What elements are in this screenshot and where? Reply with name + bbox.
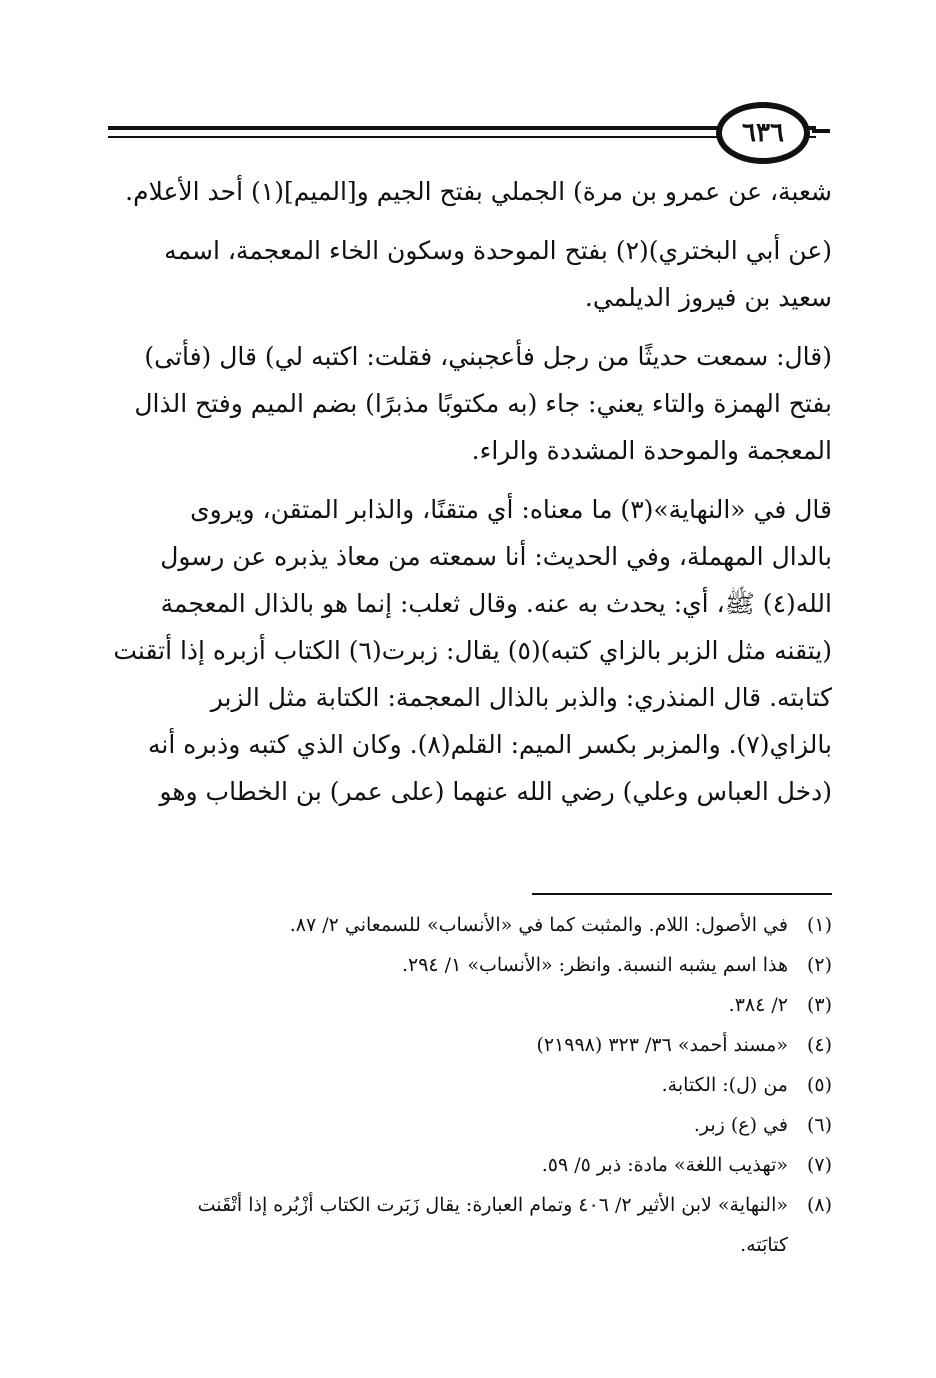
text-line: شعبة، عن عمرو بن مرة) الجملي بفتح الجيم و[الميم](١) أحد الأعلام. [125, 177, 832, 206]
text-line: بالزاي(٧). والمزبر بكسر الميم: القلم(٨). وكان الذي كتبه وذبره أنه [147, 730, 832, 759]
footnote [108, 1025, 832, 1065]
footnote-number: (١) [806, 914, 832, 936]
text-line: بالدال المهملة، وفي الحديث: أنا سمعته من معاذ يذبره عن رسول [160, 542, 832, 571]
footnote-text: هذا اسم يشبه النسبة. وانظر: «الأنساب» ١/ ٢٩٤. [401, 954, 788, 976]
footnote [108, 1185, 832, 1225]
footnote [108, 1065, 832, 1105]
footnote-number: (٦) [806, 1114, 832, 1136]
footnote-number: (٢) [806, 954, 832, 976]
text-line: كتابته. قال المنذري: والذبر بالذال المعجمة: الكتابة مثل الزبر [210, 683, 832, 712]
footnote-number: (٣) [806, 994, 832, 1016]
footnote-number: (٤) [806, 1034, 832, 1056]
paragraph [108, 333, 832, 474]
footnote-continuation [108, 1225, 832, 1265]
footnote-text: «النهاية» لابن الأثير ٢/ ٤٠٦ وتمام العبارة: يقال زَبَرت الكتاب أزْبُره إذا أتْقَنت [197, 1194, 788, 1216]
footnote-text: من (ل): الكتابة. [661, 1074, 788, 1096]
footnotes [108, 905, 832, 1265]
text-line: (قال: سمعت حديثًا من رجل فأعجبني، فقلت: اكتبه لي) قال (فأتى) [144, 342, 832, 371]
footnote-text: «مسند أحمد» ٣٦/ ٣٢٣ (٢١٩٩٨) [536, 1034, 788, 1056]
text-line: الله(٤) ﷺ، أي: يحدث به عنه. وقال ثعلب: إنما هو بالذال المعجمة [160, 589, 832, 618]
text-line: (يتقنه مثل الزبر بالزاي كتبه)(٥) يقال: زبرت(٦) الكتاب أزبره إذا أتقنت [113, 636, 832, 665]
footnote-text: كتابَته. [740, 1234, 788, 1256]
footnote-text: «تهذيب اللغة» مادة: ذبر ٥/ ٥٩. [541, 1154, 788, 1176]
footnote-text: ٢/ ٣٨٤. [728, 994, 788, 1016]
text-line: سعيد بن فيروز الديلمي. [584, 283, 832, 312]
text-line: (دخل العباس وعلي) رضي الله عنهما (على عمر) بن الخطاب وهو [159, 777, 832, 806]
footnote [108, 1105, 832, 1145]
header-rule-thin [108, 136, 816, 138]
text-line: (عن أبي البختري)(٢) بفتح الموحدة وسكون الخاء المعجمة، اسمه [164, 236, 832, 265]
paragraph [108, 227, 832, 321]
footnote [108, 945, 832, 985]
page-number-badge [716, 102, 810, 164]
footnote [108, 905, 832, 945]
footnote-number: (٧) [806, 1154, 832, 1176]
footnote-text: في (ع) زبر. [693, 1114, 788, 1136]
footnote-text: في الأصول: اللام. والمثبت كما في «الأنساب» للسمعاني ٢/ ٨٧. [289, 914, 788, 936]
main-text [108, 168, 832, 827]
footnote [108, 1145, 832, 1185]
text-line: بفتح الهمزة والتاء يعني: جاء (به مكتوبًا مذبرًا) بضم الميم وفتح الذال [134, 389, 832, 418]
paragraph [108, 486, 832, 815]
footnote-number: (٨) [806, 1194, 832, 1216]
paragraph [108, 168, 832, 215]
footnote-divider [532, 893, 832, 895]
footnote [108, 985, 832, 1025]
header-rule-tail [812, 129, 830, 133]
footnote-number: (٥) [806, 1074, 832, 1096]
text-line: المعجمة والموحدة المشددة والراء. [471, 436, 832, 465]
page-number: ٦٣٦ [742, 118, 784, 148]
text-line: قال في «النهاية»(٣) ما معناه: أي متقنًا، والذابر المتقن، ويروى [190, 495, 832, 524]
header-rule [108, 126, 816, 130]
